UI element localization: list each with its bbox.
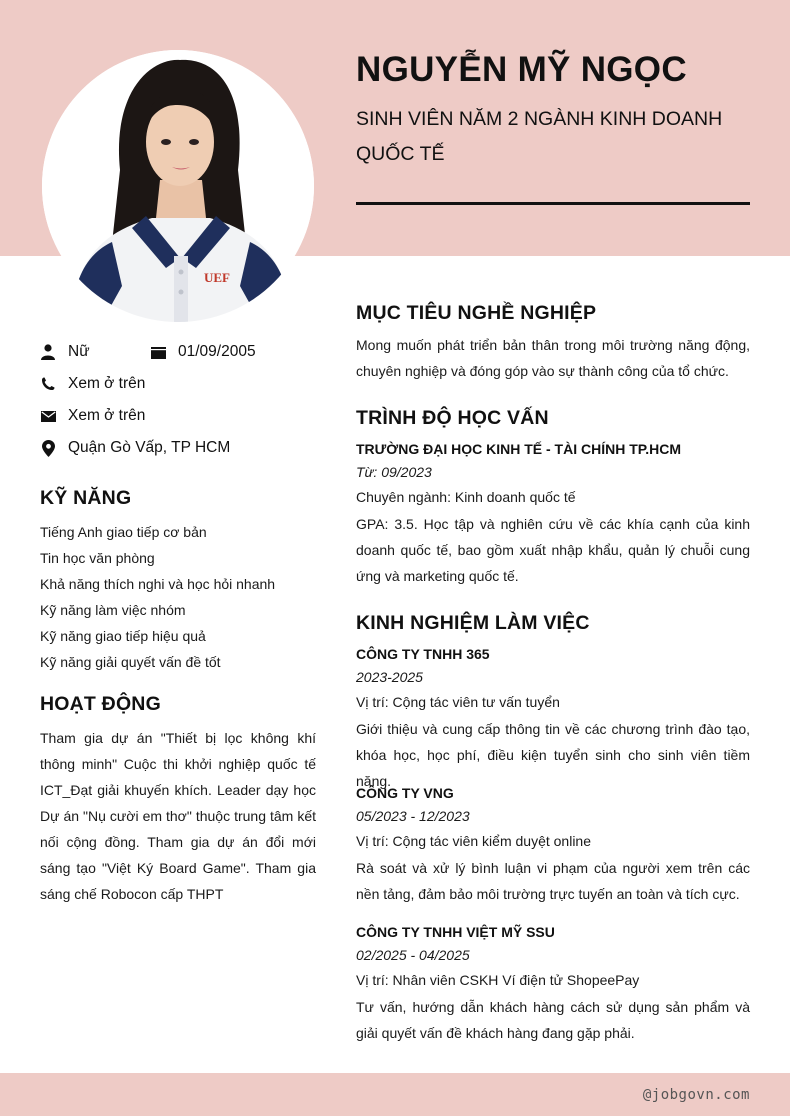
mail-icon <box>40 408 56 424</box>
education-gpa: GPA: 3.5. Học tập và nghiên cứu về các khía cạnh của kinh doanh quốc tế, bao gồm xuất nhập khẩu, quản lý chuỗi cung ứng và marketing quốc tế. <box>356 516 750 584</box>
skill-item: Kỹ năng giải quyết vấn đề tốt <box>40 654 221 670</box>
address-row <box>40 439 230 457</box>
skill-item: Kỹ năng làm việc nhóm <box>40 602 186 618</box>
skill-item: Tin học văn phòng <box>40 550 155 566</box>
job-company: CÔNG TY VNG <box>356 785 454 801</box>
footer-watermark: @jobgovn.com <box>642 1087 750 1103</box>
gender-row <box>40 343 90 361</box>
profile-photo <box>42 50 314 322</box>
objective-title: MỤC TIÊU NGHỀ NGHIỆP <box>356 302 597 324</box>
person-icon <box>40 344 56 360</box>
svg-text:UEF: UEF <box>204 270 230 285</box>
gender-value: Nữ <box>68 343 90 360</box>
education-title: TRÌNH ĐỘ HỌC VẤN <box>356 407 549 429</box>
education-major: Chuyên ngành: Kinh doanh quốc tế <box>356 489 576 505</box>
school-name: TRƯỜNG ĐẠI HỌC KINH TẾ - TÀI CHÍNH TP.HCM <box>356 441 682 457</box>
activities-text: Tham gia dự án "Thiết bị lọc không khí thông minh" Cuộc thi khởi nghiệp quốc tế ICT_Đạt giải khuyến khích. Leader dạy học Dự án "Nụ cười em thơ" thuộc trung tâm kết nối cộng đồng. Tham gia dự án đổi mới sáng tạo "Việt Ký Board Game". Tham gia sáng chế Robocon cấp THPT <box>40 730 316 902</box>
calendar-icon <box>150 344 166 360</box>
job-period: 2023-2025 <box>356 669 423 685</box>
phone-row <box>40 375 145 393</box>
skills-list <box>40 519 320 675</box>
job-period: 02/2025 - 04/2025 <box>356 947 470 963</box>
header-divider <box>356 202 750 205</box>
email-value: Xem ở trên <box>68 407 146 424</box>
job-period: 05/2023 - 12/2023 <box>356 808 470 824</box>
portrait-illustration <box>42 50 314 322</box>
job-role: Vị trí: Nhân viên CSKH Ví điện tử ShopeePay <box>356 972 640 988</box>
activities-title: HOẠT ĐỘNG <box>40 693 161 715</box>
skill-item: Kỹ năng giao tiếp hiệu quả <box>40 628 206 644</box>
phone-icon <box>40 376 56 392</box>
location-pin-icon <box>40 440 56 456</box>
candidate-name: NGUYỄN MỸ NGỌC <box>356 50 687 89</box>
education-period: Từ: 09/2023 <box>356 464 432 480</box>
phone-value: Xem ở trên <box>68 375 146 392</box>
job-company: CÔNG TY TNHH 365 <box>356 646 490 662</box>
job-description: Giới thiệu và cung cấp thông tin về các chương trình đào tạo, khóa học, học phí, điều kiện tuyển sinh cho sinh viên tiềm năng. <box>356 721 750 789</box>
candidate-headline: SINH VIÊN NĂM 2 NGÀNH KINH DOANH QUỐC TẾ <box>356 108 723 165</box>
job-role: Vị trí: Cộng tác viên tư vấn tuyển <box>356 694 560 710</box>
skills-title: KỸ NĂNG <box>40 487 132 509</box>
job-description: Tư vấn, hướng dẫn khách hàng cách sử dụng sản phẩm và giải quyết vấn đề khách hàng đang gặp phải. <box>356 999 750 1041</box>
address-value: Quận Gò Vấp, TP HCM <box>68 439 231 456</box>
job-role: Vị trí: Cộng tác viên kiểm duyệt online <box>356 833 592 849</box>
email-row <box>40 407 145 425</box>
job-description: Rà soát và xử lý bình luận vi phạm của người xem trên các nền tảng, đảm bảo môi trường trực tuyến an toàn và tích cực. <box>356 860 750 902</box>
skill-item: Khả năng thích nghi và học hỏi nhanh <box>40 576 276 592</box>
experience-title: KINH NGHIỆM LÀM VIỆC <box>356 612 590 634</box>
skill-item: Tiếng Anh giao tiếp cơ bản <box>40 524 207 540</box>
job-company: CÔNG TY TNHH VIỆT MỸ SSU <box>356 924 555 940</box>
birthday-value: 01/09/2005 <box>178 343 256 360</box>
birthday-row <box>150 343 256 361</box>
objective-text: Mong muốn phát triển bản thân trong môi trường năng động, chuyên nghiệp và đóng góp vào sự thành công của tổ chức. <box>356 337 750 379</box>
